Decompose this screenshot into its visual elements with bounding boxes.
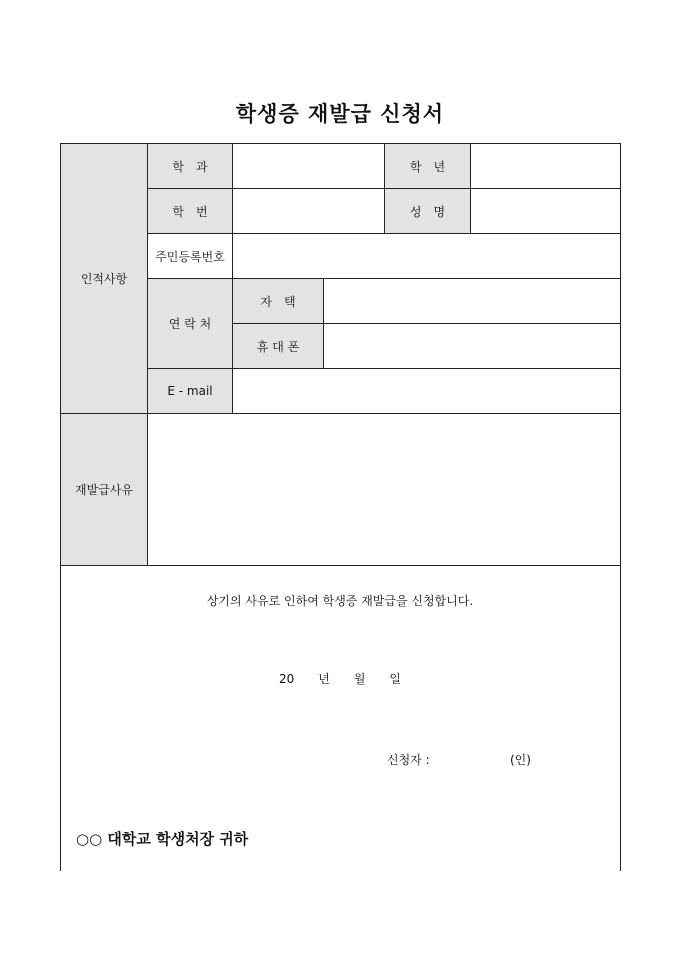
department-label: 학 과 — [172, 159, 208, 174]
student-id-field[interactable] — [232, 188, 385, 234]
name-field[interactable] — [470, 188, 621, 234]
email-label-cell — [147, 368, 233, 414]
mobile-phone-field[interactable] — [323, 323, 621, 369]
contact-label-cell — [147, 278, 233, 369]
home-phone-label: 자 택 — [260, 294, 296, 309]
home-phone-field[interactable] — [323, 278, 621, 324]
home-label-cell — [232, 278, 324, 324]
year-label-cell — [384, 143, 471, 189]
mobile-label-cell — [232, 323, 324, 369]
reason-field[interactable] — [147, 413, 621, 566]
name-label: 성 명 — [409, 204, 446, 219]
email-label: E - mail — [167, 384, 213, 398]
seal-mark: (인) — [510, 753, 531, 767]
personal-info-label: 인적사항 — [80, 272, 128, 286]
name-label-cell — [384, 188, 471, 234]
student-id-label: 학 번 — [172, 204, 208, 219]
recipient-line: ○○ 대학교 학생처장 귀하 — [76, 830, 249, 848]
year-label: 학 년 — [409, 159, 446, 174]
student-id-label-cell — [147, 188, 233, 234]
statement-section — [60, 565, 621, 871]
resident-number-label-cell — [147, 233, 233, 279]
reason-label: 재발급사유 — [75, 483, 133, 497]
application-form — [60, 143, 620, 870]
department-field[interactable] — [232, 143, 385, 189]
reason-section-label — [60, 413, 148, 566]
resident-number-label: 주민등록번호 — [155, 249, 225, 264]
personal-info-section-label — [60, 143, 148, 414]
applicant-label: 신청자 : — [387, 753, 430, 767]
mobile-phone-label: 휴 대 폰 — [256, 339, 300, 354]
date-line: 20 년 월 일 — [278, 672, 402, 686]
year-field[interactable] — [470, 143, 621, 189]
email-field[interactable] — [232, 368, 621, 414]
form-title: 학생증 재발급 신청서 — [235, 101, 445, 126]
statement-text: 상기의 사유로 인하여 학생증 재발급을 신청합니다. — [206, 594, 474, 608]
resident-number-field[interactable] — [232, 233, 621, 279]
contact-label: 연 락 처 — [168, 317, 212, 331]
department-label-cell — [147, 143, 233, 189]
